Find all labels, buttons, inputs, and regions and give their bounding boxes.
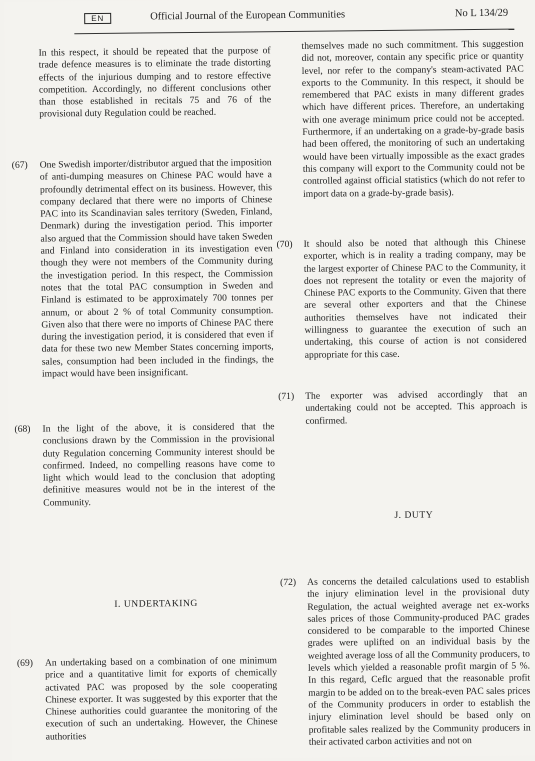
- paragraph-text: One Swedish importer/distributor argued that the imposition of anti-dumping measures on Chinese PAC would have a profoundly detrimental effect on its business. However, this company declared that there were no imports of Chinese PAC into its Scandinavian sales territory (Sweden, Finland, Denmark) during the investigation period. This importer also argued that the Commission should have taken Sweden and Finland into consideration in its investigation even though they were not members of the Community during the investigation period. In this respect, the Commission notes that the total PAC consumption in Sweden and Finland is estimated to be approximately 700 tonnes per annum, or about 2 % of total Community consumption. Given also that there were no imports of Chinese PAC there during the investigation period, it is considered that even if data for these two new Member States concerning imports, sales, consumption had been included in the findings, the impact would have been insignificant.: [39, 157, 274, 380]
- paragraph-69: [45, 655, 278, 744]
- paragraph-text: It should also be noted that although this Chinese exporter, which is in reality a trading company, may be the largest exporter of Chinese PAC to the Community, it does not represent the totality or even the majority of Chinese PAC exports to the Community. Given that there are several other exporters and that the Chinese authorities themselves have not indicated their willingness to guarantee the execution of such an undertaking, this course of action is not considered appropriate for this case.: [303, 236, 527, 361]
- journal-page: [4, 0, 535, 761]
- paragraph-text: An undertaking based on a combination of one minimum price and a quantitative limit for exports of chemically activated PAC was proposed by the sole cooperating Chinese exporter. It was suggested by this exporter that the Chinese authorities could guarantee the monitoring of the execution of such an undertaking. However, the Chinese authorities: [44, 655, 278, 743]
- section-heading-duty: J. DUTY: [394, 509, 434, 521]
- page-header: [74, 5, 514, 35]
- paragraph-number: (67): [11, 159, 28, 171]
- journal-title: Official Journal of the European Communities: [150, 9, 346, 23]
- language-badge: EN: [84, 13, 111, 24]
- paragraph-number: (72): [280, 576, 297, 589]
- paragraph-text: As concerns the detailed calculations used to establish the injury elimination level in the provisional duty Regulation, the actual weighted average net ex-works sales prices of those Community-produced PAC grades considered to be comparable to the imported Chinese grades were uplifted on an individual basis by the weighted average loss of all the Community producers, to levels which yielded a reasonable profit margin of 5 %. In this regard, Ceflc argued that the reasonable profit margin to be added on to the break-even PAC sales prices of the Community producers in order to establish the injury elimination level should be based only on profitable sales realized by the Community producers in their activated carbon activities and not on: [307, 574, 531, 748]
- right-para-continued: [301, 39, 525, 201]
- paragraph-71: [305, 389, 527, 428]
- paragraph-text: themselves made no such commitment. This suggestion did not, moreover, contain any specific price or quantity level, nor refer to the company's steam-activated PAC exports to the Community. In this respect, it should be remembered that PAC exists in many different grades which have different prices. Therefore, an undertaking with one average minimum price could not be accepted. Furthermore, if an undertaking on a grade-by-grade basis had been offered, the monitoring of such an undertaking would have been virtually impossible as the exact grades this company will export to the Community could not be controlled against official statistics (which do not refer to import data on a grade-by-grade basis).: [301, 38, 525, 200]
- paragraph-number: (71): [278, 390, 295, 403]
- paragraph-number: (68): [14, 423, 31, 435]
- paragraph-text: In the light of the above, it is considered that the conclusions drawn by the Commission in the provisional duty Regulation concerning Community interest should be confirmed. Indeed, no compelling reasons have come to light which would lead to the conclusion that adopting definitive measures would not be in the interest of the Community.: [42, 421, 276, 509]
- paragraph-text: In this respect, it should be repeated that the purpose of trade defence measures is to eliminate the trade distorting effects of the injurious dumping and to restore effective competition. Accordingly, no different conclusions other than those established in recitals 75 and 76 of the provisional duty Regulation could be reached.: [38, 45, 272, 121]
- left-para-continued: [39, 45, 272, 121]
- paragraph-text: The exporter was advised accordingly that an undertaking could not be accepted. This approach is confirmed.: [305, 388, 528, 427]
- paragraph-number: (70): [276, 238, 293, 251]
- paragraph-70: [304, 237, 527, 362]
- paragraph-number: (69): [16, 657, 33, 669]
- paragraph-67: [40, 157, 274, 381]
- paragraph-68: [42, 421, 275, 510]
- section-heading-undertaking: I. UNDERTAKING: [114, 597, 198, 610]
- page-number: No L 134/29: [454, 7, 509, 20]
- paragraph-72: [307, 574, 531, 748]
